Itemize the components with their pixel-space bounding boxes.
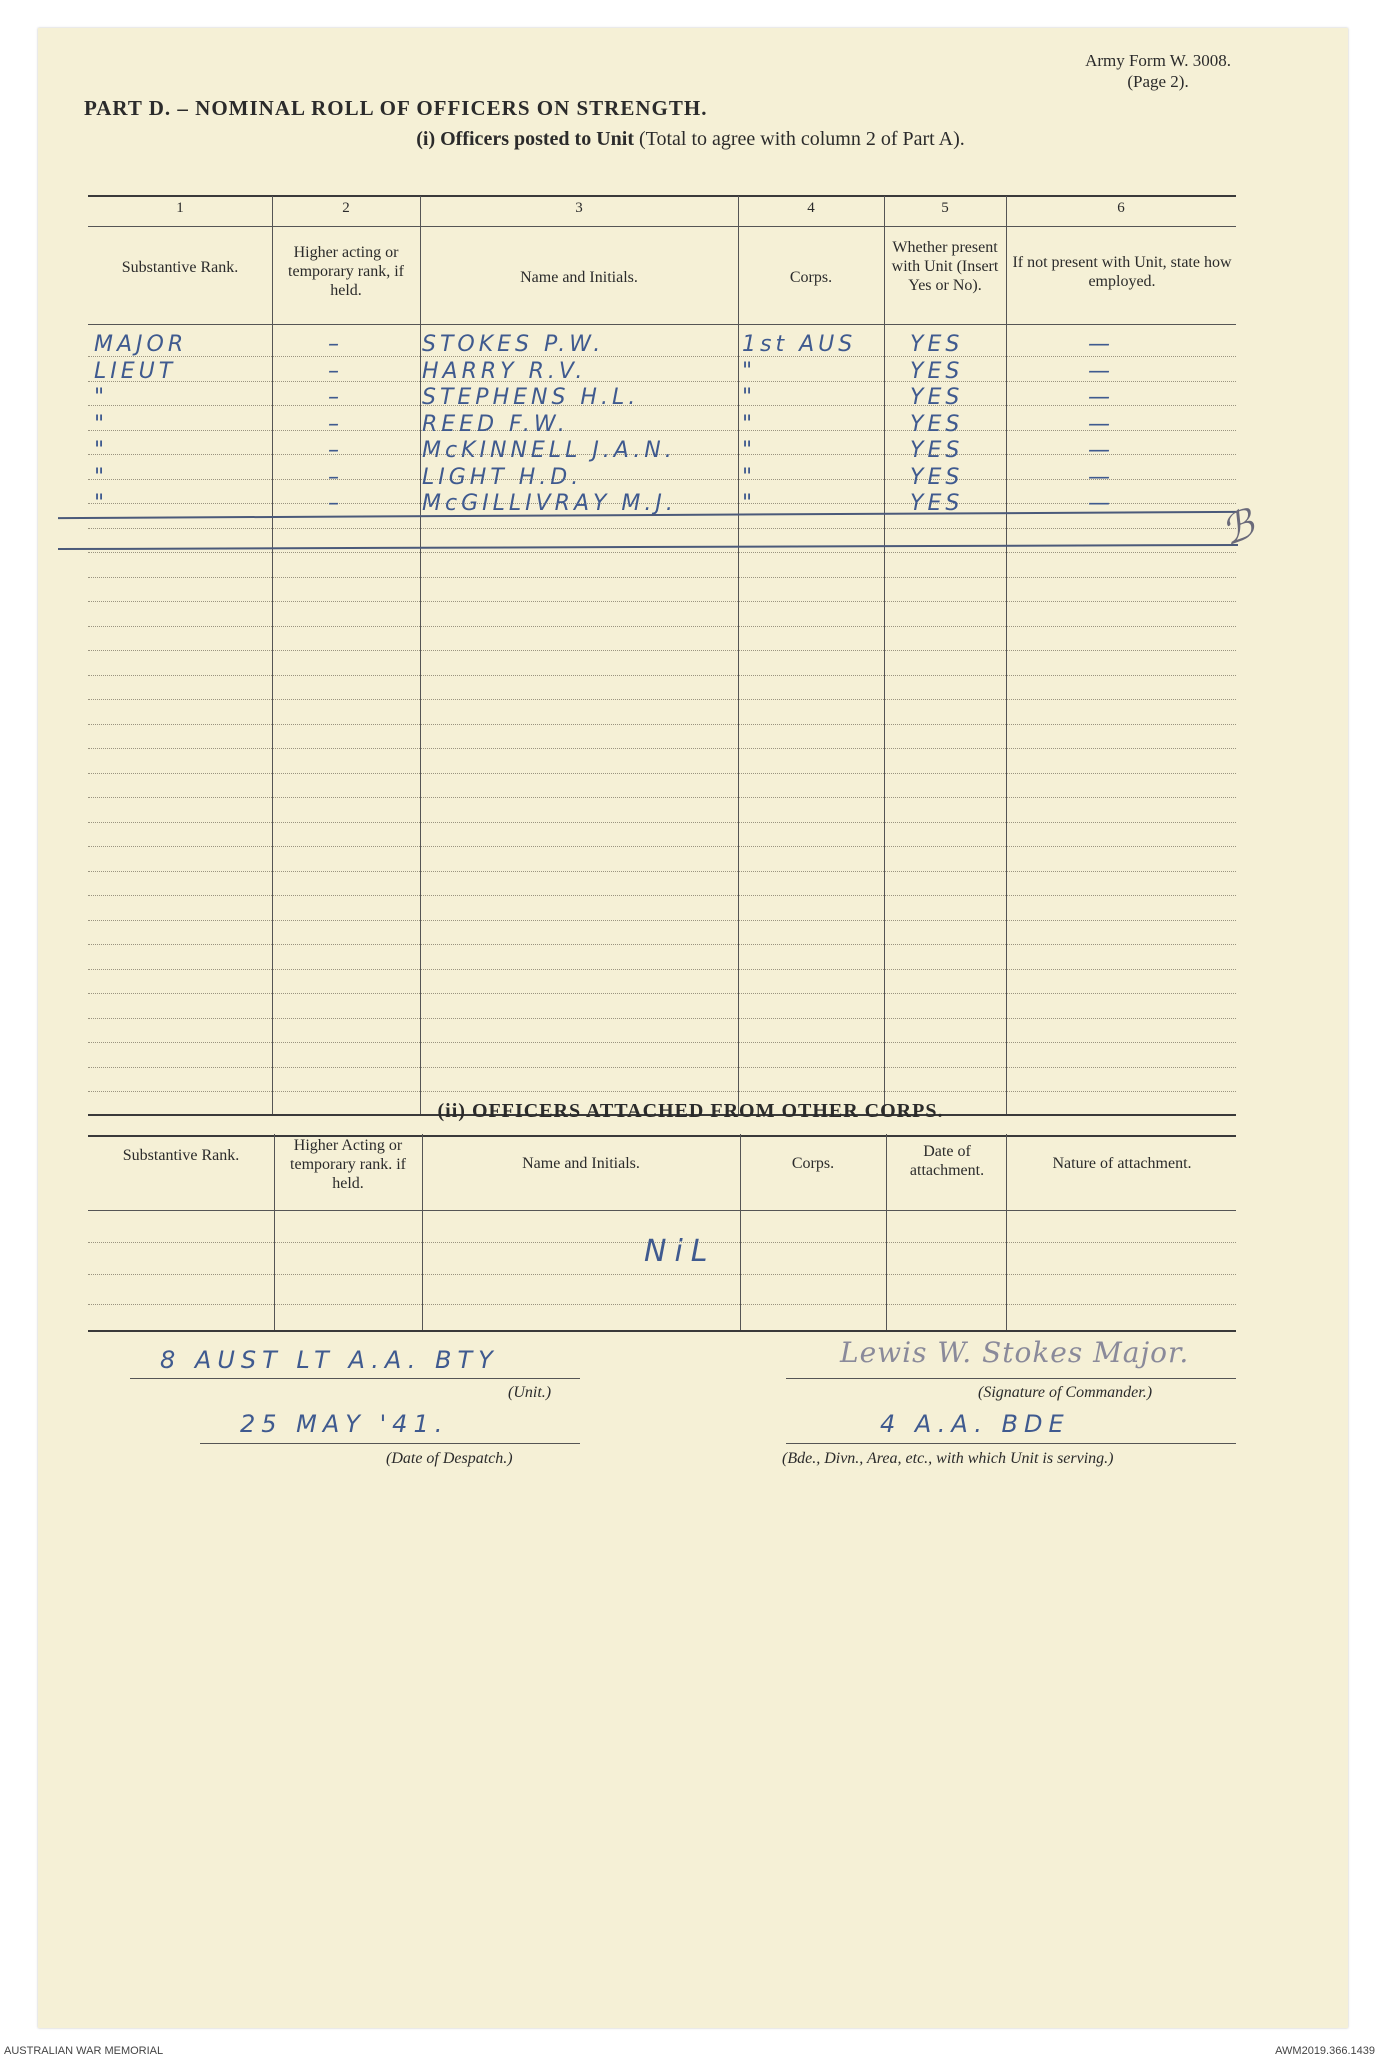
officers-posted-table [88,118,1236,1118]
col-divider-3 [738,196,739,1114]
table1-row-rule [88,797,1236,798]
col-number-6: 6 [1117,200,1125,216]
table1-row-rule [88,920,1236,921]
table1-row-rule [88,381,1236,382]
entry-employed: — [1088,385,1114,410]
entry-name: McKINNELL J.A.N. [422,438,676,463]
table1-number-rule [88,226,1236,227]
entry-name: REED F.W. [422,411,569,437]
entry-employed: — [1088,332,1114,357]
entry-employed: — [1088,464,1114,490]
bde-underline [786,1443,1236,1444]
entry-corps: " [742,438,757,463]
table1-row-rule [88,724,1236,725]
t2-row-rule [88,1274,1236,1275]
header-employed: If not present with Unit, state how employed. [1012,254,1232,290]
entry-present: YES [910,358,964,384]
officers-attached-table [88,1134,1236,1330]
entry-present: YES [910,464,964,490]
table1-row-rule [88,601,1236,602]
table1-row-rule [88,895,1236,896]
header-present: Whether present with Unit (Insert Yes or No). [891,239,999,294]
form-reference-line2: (Page 2). [1127,72,1189,91]
unit-underline [130,1378,580,1379]
col-number-4: 4 [807,200,815,216]
entry-rank: " [94,411,109,437]
section-ii-title: (ii) OFFICERS ATTACHED FROM OTHER CORPS. [437,1100,944,1122]
signature-underline [786,1378,1236,1379]
header-name-initials: Name and Initials. [520,269,638,286]
col-divider-2 [420,196,421,1114]
t2-header-corps: Corps. [791,1155,835,1172]
entry-higher: – [328,385,343,410]
table2-bottom-rule [88,1330,1236,1332]
entry-higher: – [328,411,343,437]
table1-row-rule [88,356,1236,357]
entry-corps: " [742,464,757,490]
entry-name: STOKES P.W. [422,332,605,357]
entry-name: LIGHT H.D. [422,464,583,490]
entry-rank: " [94,385,109,410]
entry-higher: – [328,358,343,384]
unit-caption: (Unit.) [508,1384,552,1401]
table1-row-rule [88,1091,1236,1092]
entry-name: McGILLIVRAY M.J. [422,491,677,516]
date-caption: (Date of Despatch.) [386,1450,513,1467]
entry-employed: — [1088,438,1114,463]
entry-employed: — [1088,358,1114,384]
entry-name: STEPHENS H.L. [422,385,640,410]
table1-row-rule [88,969,1236,970]
nil-entry: NiL [644,1234,716,1269]
t2-header-higher-rank: Higher Acting or temporary rank. if held. [290,1137,406,1192]
col-divider-1 [272,196,273,1114]
table1-row-rule [88,1067,1236,1068]
entry-present: YES [910,332,964,357]
table1-row-rule [88,405,1236,406]
initials-mark: ℬ [1215,500,1261,555]
section-i-title-bold: (i) Officers posted to Unit [416,128,634,150]
t2-header-nature: Nature of attachment. [1052,1155,1192,1172]
t2-col-divider-2 [422,1134,423,1330]
watermark-right: AWM2019.366.1439 [1275,2045,1375,2057]
table1-row-rule [88,675,1236,676]
table2-top-rule [88,1135,1236,1137]
entry-corps: " [742,411,757,437]
entry-higher: – [328,491,343,516]
commander-signature: Lewis W. Stokes Major. [840,1336,1190,1369]
t2-col-divider-4 [886,1134,887,1330]
bde-caption: (Bde., Divn., Area, etc., with which Unit is serving.) [782,1450,1114,1467]
entry-higher: – [328,464,343,490]
table1-row-rule [88,993,1236,994]
t2-row-rule [88,1304,1236,1305]
header-substantive-rank: Substantive Rank. [121,259,239,276]
table1-row-rule [88,626,1236,627]
col-number-5: 5 [941,200,949,216]
unit-value: 8 AUST LT A.A. BTY [160,1346,499,1374]
header-higher-rank: Higher acting or temporary rank, if held. [288,244,404,299]
table1-row-rule [88,871,1236,872]
table1-row-rule [88,748,1236,749]
entry-rank: " [94,491,109,516]
entry-rank: MAJOR [94,332,188,357]
table1-row-rule [88,1018,1236,1019]
table1-top-rule [88,195,1236,197]
table1-row-rule [88,773,1236,774]
entry-present: YES [910,411,964,437]
entry-corps: " [742,491,757,516]
table1-row-rule [88,944,1236,945]
table1-row-rule [88,479,1236,480]
entry-present: YES [910,438,964,463]
date-value: 25 MAY '41. [240,1410,449,1438]
bde-value: 4 A.A. BDE [880,1410,1070,1438]
entry-corps: " [742,385,757,410]
table1-row-rule [88,1042,1236,1043]
t2-col-divider-3 [740,1134,741,1330]
signature-caption: (Signature of Commander.) [978,1384,1153,1401]
col-number-3: 3 [575,200,583,216]
entry-higher: – [328,438,343,463]
entry-present: YES [910,491,964,516]
table1-row-rule [88,650,1236,651]
entry-present: YES [910,385,964,410]
entry-corps: " [742,358,757,384]
entry-rank: LIEUT [94,358,177,384]
entry-rank: " [94,464,109,490]
part-title: PART D. – NOMINAL ROLL OF OFFICERS ON STRENGTH. [84,96,708,120]
col-number-2: 2 [342,200,350,216]
table1-row-rule [88,430,1236,431]
entry-rank: " [94,438,109,463]
date-underline [200,1443,580,1444]
table1-row-rule [88,846,1236,847]
form-reference-line1: Army Form W. 3008. [1085,51,1231,70]
table1-header-rule [88,324,1236,325]
t2-col-divider-5 [1006,1134,1007,1330]
entry-employed: — [1088,491,1114,516]
t2-col-divider-1 [274,1134,275,1330]
section-i-title-rest: (Total to agree with column 2 of Part A). [633,128,965,150]
col-divider-4 [884,196,885,1114]
table1-row-rule [88,822,1236,823]
col-divider-5 [1006,196,1007,1114]
table2-header-rule [88,1210,1236,1211]
table1-row-rule [88,552,1236,553]
form-reference [1085,50,1231,92]
watermark-left: AUSTRALIAN WAR MEMORIAL [4,2045,164,2057]
entry-corps: 1st AUS [742,332,857,357]
table1-row-rule [88,577,1236,578]
entry-employed: — [1088,411,1114,437]
table1-row-rule [88,528,1236,529]
t2-header-substantive-rank: Substantive Rank. [122,1147,240,1164]
col-number-1: 1 [176,200,184,216]
t2-header-date: Date of attachment. [909,1143,985,1179]
entry-name: HARRY R.V. [422,358,587,384]
table1-row-rule [88,699,1236,700]
header-corps: Corps. [789,269,833,286]
entry-higher: – [328,332,343,357]
t2-header-name-initials: Name and Initials. [522,1155,640,1172]
strike-line-row7 [58,544,1238,550]
